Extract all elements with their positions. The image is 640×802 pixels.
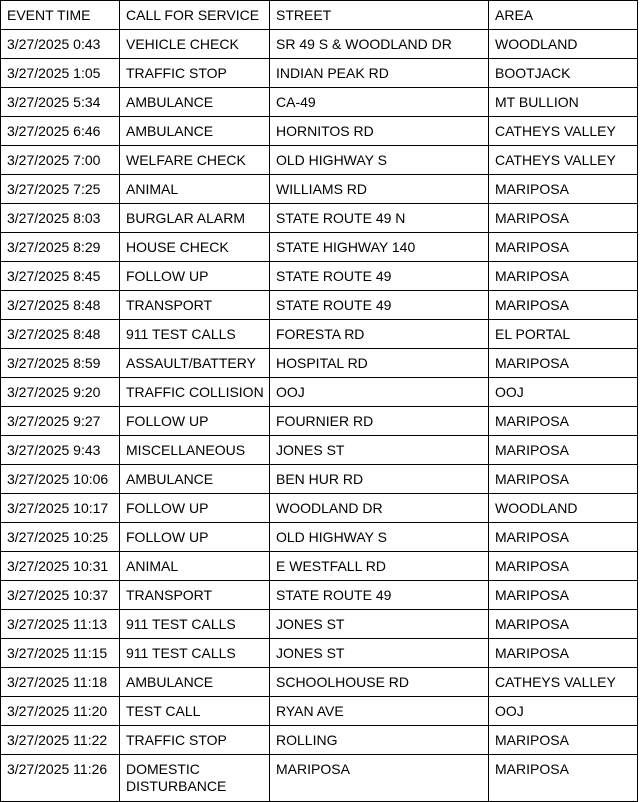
column-header-street: STREET <box>270 1 489 30</box>
call-for-service-cell: TRAFFIC STOP <box>120 59 270 88</box>
area-cell: MARIPOSA <box>489 610 638 639</box>
event-time-cell: 3/27/2025 9:27 <box>1 407 120 436</box>
street-cell: JONES ST <box>270 639 489 668</box>
table-row <box>1 204 638 233</box>
table-row <box>1 88 638 117</box>
table-row <box>1 378 638 407</box>
table-row <box>1 175 638 204</box>
call-for-service-cell: DOMESTIC DISTURBANCE <box>120 755 270 802</box>
column-header-call-for-service: CALL FOR SERVICE <box>120 1 270 30</box>
table-row <box>1 233 638 262</box>
table-row <box>1 668 638 697</box>
event-time-cell: 3/27/2025 9:43 <box>1 436 120 465</box>
street-cell: SR 49 S & WOODLAND DR <box>270 30 489 59</box>
event-time-cell: 3/27/2025 10:31 <box>1 552 120 581</box>
street-cell: OLD HIGHWAY S <box>270 523 489 552</box>
call-for-service-cell: 911 TEST CALLS <box>120 610 270 639</box>
street-cell: E WESTFALL RD <box>270 552 489 581</box>
street-cell: INDIAN PEAK RD <box>270 59 489 88</box>
call-for-service-cell: ANIMAL <box>120 175 270 204</box>
table-row <box>1 494 638 523</box>
area-cell: MARIPOSA <box>489 523 638 552</box>
street-cell: ROLLING <box>270 726 489 755</box>
event-time-cell: 3/27/2025 8:29 <box>1 233 120 262</box>
area-cell: MARIPOSA <box>489 436 638 465</box>
street-cell: WILLIAMS RD <box>270 175 489 204</box>
event-time-cell: 3/27/2025 7:00 <box>1 146 120 175</box>
call-for-service-cell: TRAFFIC COLLISION <box>120 378 270 407</box>
area-cell: CATHEYS VALLEY <box>489 146 638 175</box>
call-for-service-cell: WELFARE CHECK <box>120 146 270 175</box>
call-for-service-cell: FOLLOW UP <box>120 494 270 523</box>
area-cell: BOOTJACK <box>489 59 638 88</box>
call-for-service-cell: TRANSPORT <box>120 291 270 320</box>
event-time-cell: 3/27/2025 6:46 <box>1 117 120 146</box>
area-cell: OOJ <box>489 697 638 726</box>
call-for-service-cell: MISCELLANEOUS <box>120 436 270 465</box>
table-row <box>1 30 638 59</box>
header-row <box>1 1 638 30</box>
area-cell: MT BULLION <box>489 88 638 117</box>
table-row <box>1 146 638 175</box>
table-row <box>1 726 638 755</box>
call-for-service-cell: BURGLAR ALARM <box>120 204 270 233</box>
street-cell: STATE HIGHWAY 140 <box>270 233 489 262</box>
event-time-cell: 3/27/2025 8:48 <box>1 291 120 320</box>
area-cell: WOODLAND <box>489 30 638 59</box>
area-cell: CATHEYS VALLEY <box>489 668 638 697</box>
table-row <box>1 407 638 436</box>
table-row <box>1 117 638 146</box>
call-for-service-cell: FOLLOW UP <box>120 523 270 552</box>
call-log-body <box>1 30 638 802</box>
area-cell: WOODLAND <box>489 494 638 523</box>
area-cell: EL PORTAL <box>489 320 638 349</box>
table-row <box>1 697 638 726</box>
event-time-cell: 3/27/2025 11:22 <box>1 726 120 755</box>
area-cell: MARIPOSA <box>489 465 638 494</box>
event-time-cell: 3/27/2025 0:43 <box>1 30 120 59</box>
street-cell: FOURNIER RD <box>270 407 489 436</box>
event-time-cell: 3/27/2025 11:26 <box>1 755 120 802</box>
call-for-service-cell: TEST CALL <box>120 697 270 726</box>
event-time-cell: 3/27/2025 10:17 <box>1 494 120 523</box>
table-row <box>1 552 638 581</box>
call-for-service-cell: FOLLOW UP <box>120 262 270 291</box>
street-cell: OLD HIGHWAY S <box>270 146 489 175</box>
call-for-service-cell: AMBULANCE <box>120 117 270 146</box>
column-header-area: AREA <box>489 1 638 30</box>
call-for-service-cell: ANIMAL <box>120 552 270 581</box>
area-cell: MARIPOSA <box>489 175 638 204</box>
event-time-cell: 3/27/2025 8:45 <box>1 262 120 291</box>
street-cell: OOJ <box>270 378 489 407</box>
column-header-event-time: EVENT TIME <box>1 1 120 30</box>
event-time-cell: 3/27/2025 10:25 <box>1 523 120 552</box>
event-time-cell: 3/27/2025 7:25 <box>1 175 120 204</box>
table-row <box>1 755 638 802</box>
table-row <box>1 639 638 668</box>
event-time-cell: 3/27/2025 9:20 <box>1 378 120 407</box>
event-time-cell: 3/27/2025 11:13 <box>1 610 120 639</box>
area-cell: MARIPOSA <box>489 204 638 233</box>
event-time-cell: 3/27/2025 8:59 <box>1 349 120 378</box>
street-cell: FORESTA RD <box>270 320 489 349</box>
table-row <box>1 581 638 610</box>
event-time-cell: 3/27/2025 10:06 <box>1 465 120 494</box>
street-cell: HOSPITAL RD <box>270 349 489 378</box>
area-cell: MARIPOSA <box>489 639 638 668</box>
area-cell: MARIPOSA <box>489 262 638 291</box>
call-for-service-cell: TRAFFIC STOP <box>120 726 270 755</box>
table-row <box>1 436 638 465</box>
area-cell: MARIPOSA <box>489 755 638 802</box>
street-cell: SCHOOLHOUSE RD <box>270 668 489 697</box>
table-row <box>1 291 638 320</box>
street-cell: STATE ROUTE 49 <box>270 581 489 610</box>
call-for-service-cell: TRANSPORT <box>120 581 270 610</box>
call-for-service-cell: 911 TEST CALLS <box>120 639 270 668</box>
event-time-cell: 3/27/2025 8:48 <box>1 320 120 349</box>
street-cell: STATE ROUTE 49 <box>270 262 489 291</box>
street-cell: RYAN AVE <box>270 697 489 726</box>
street-cell: STATE ROUTE 49 <box>270 291 489 320</box>
area-cell: MARIPOSA <box>489 407 638 436</box>
table-row <box>1 59 638 88</box>
event-time-cell: 3/27/2025 10:37 <box>1 581 120 610</box>
call-for-service-cell: AMBULANCE <box>120 668 270 697</box>
table-row <box>1 523 638 552</box>
street-cell: WOODLAND DR <box>270 494 489 523</box>
area-cell: MARIPOSA <box>489 726 638 755</box>
event-time-cell: 3/27/2025 11:20 <box>1 697 120 726</box>
event-time-cell: 3/27/2025 5:34 <box>1 88 120 117</box>
call-for-service-cell: HOUSE CHECK <box>120 233 270 262</box>
table-row <box>1 349 638 378</box>
event-time-cell: 3/27/2025 1:05 <box>1 59 120 88</box>
event-time-cell: 3/27/2025 8:03 <box>1 204 120 233</box>
area-cell: MARIPOSA <box>489 581 638 610</box>
area-cell: OOJ <box>489 378 638 407</box>
street-cell: JONES ST <box>270 436 489 465</box>
area-cell: MARIPOSA <box>489 233 638 262</box>
street-cell: BEN HUR RD <box>270 465 489 494</box>
event-time-cell: 3/27/2025 11:18 <box>1 668 120 697</box>
call-for-service-cell: AMBULANCE <box>120 465 270 494</box>
street-cell: STATE ROUTE 49 N <box>270 204 489 233</box>
call-for-service-cell: AMBULANCE <box>120 88 270 117</box>
table-row <box>1 465 638 494</box>
area-cell: MARIPOSA <box>489 349 638 378</box>
table-row <box>1 320 638 349</box>
area-cell: CATHEYS VALLEY <box>489 117 638 146</box>
area-cell: MARIPOSA <box>489 552 638 581</box>
table-row <box>1 610 638 639</box>
street-cell: HORNITOS RD <box>270 117 489 146</box>
area-cell: MARIPOSA <box>489 291 638 320</box>
street-cell: CA-49 <box>270 88 489 117</box>
street-cell: JONES ST <box>270 610 489 639</box>
call-for-service-cell: 911 TEST CALLS <box>120 320 270 349</box>
call-for-service-cell: FOLLOW UP <box>120 407 270 436</box>
street-cell: MARIPOSA <box>270 755 489 802</box>
event-time-cell: 3/27/2025 11:15 <box>1 639 120 668</box>
call-for-service-cell: ASSAULT/BATTERY <box>120 349 270 378</box>
table-row <box>1 262 638 291</box>
call-for-service-cell: VEHICLE CHECK <box>120 30 270 59</box>
